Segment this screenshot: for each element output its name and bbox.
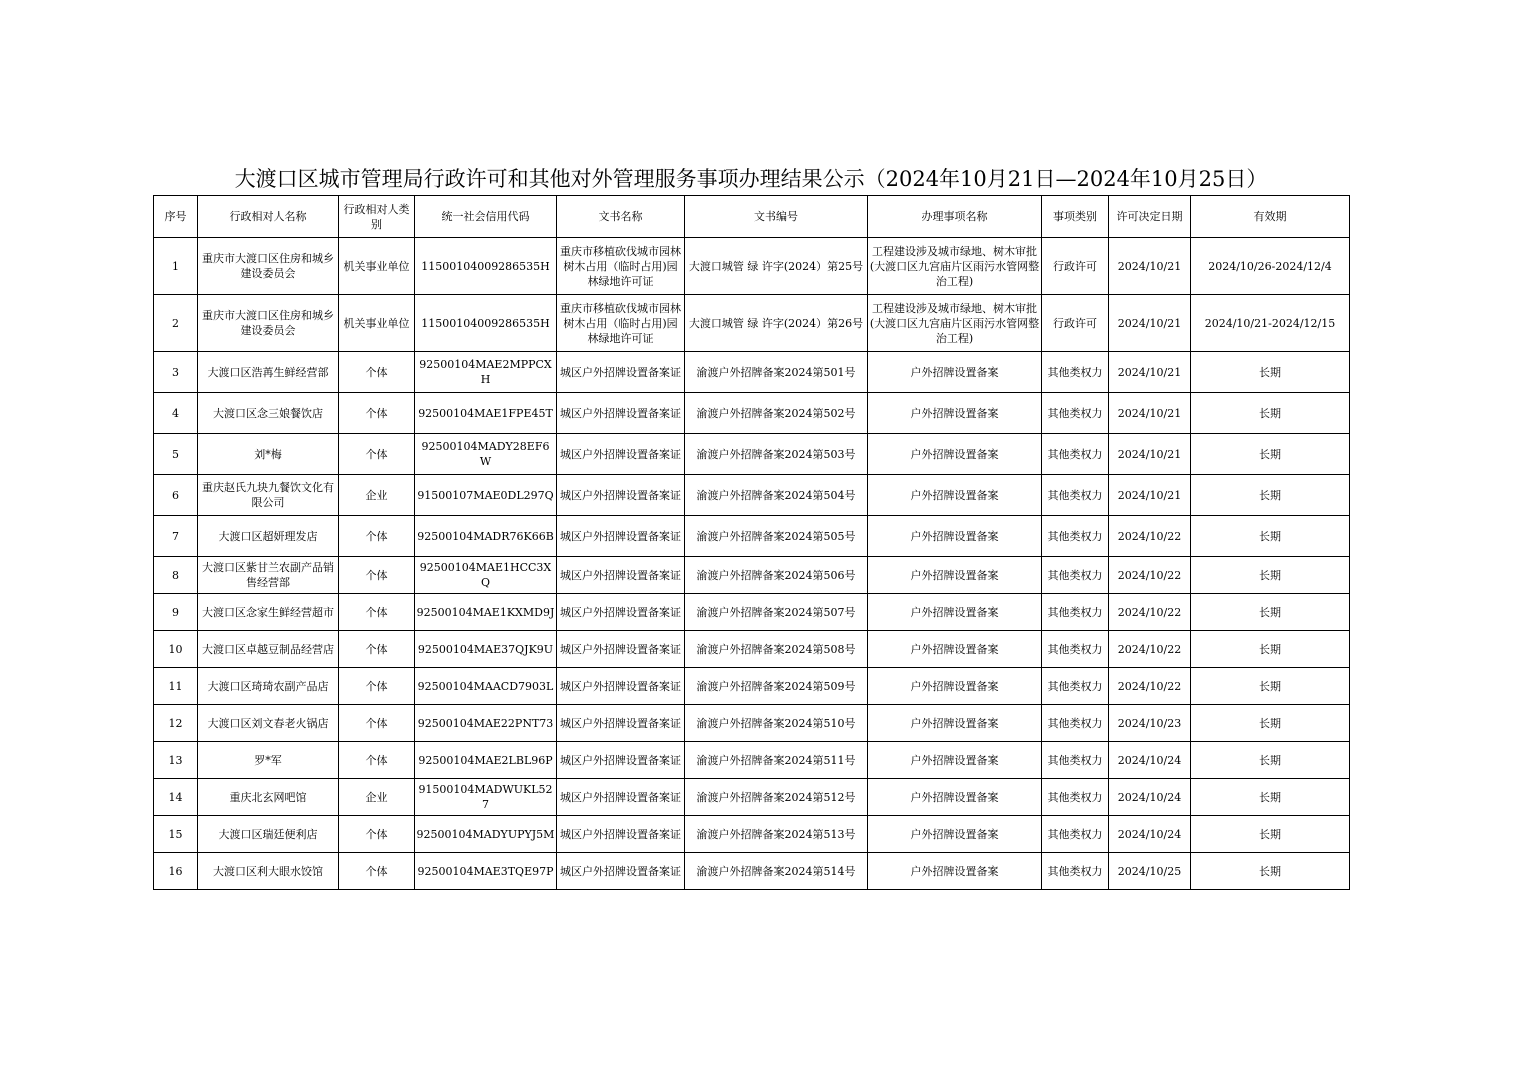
cell-doc-number: 大渡口城管 绿 许字(2024）第25号 [685,238,868,295]
cell-name: 重庆市大渡口区住房和城乡建设委员会 [198,238,339,295]
cell-type: 个体 [339,816,415,853]
cell-seq: 12 [154,705,198,742]
cell-validity: 长期 [1191,434,1350,475]
page-title: 大渡口区城市管理局行政许可和其他对外管理服务事项办理结果公示（2024年10月21日—2024年10月25日） [234,167,1268,191]
cell-doc-number: 渝渡户外招牌备案2024第501号 [685,352,868,393]
header-seq: 序号 [154,196,198,238]
cell-matter: 户外招牌设置备案 [868,557,1042,594]
cell-doc-name: 重庆市移植砍伐城市园林树木占用（临时占用)园林绿地许可证 [557,295,685,352]
cell-name: 大渡口区念家生鲜经营超市 [198,594,339,631]
cell-matter: 户外招牌设置备案 [868,779,1042,816]
cell-category: 其他类权力 [1042,631,1109,668]
cell-decision-date: 2024/10/21 [1109,393,1191,434]
cell-seq: 3 [154,352,198,393]
cell-doc-name: 城区户外招牌设置备案证 [557,557,685,594]
header-date: 许可决定日期 [1109,196,1191,238]
cell-name: 大渡口区琦琦农副产品店 [198,668,339,705]
cell-category: 其他类权力 [1042,393,1109,434]
cell-decision-date: 2024/10/22 [1109,631,1191,668]
cell-seq: 7 [154,516,198,557]
cell-doc-number: 渝渡户外招牌备案2024第512号 [685,779,868,816]
cell-decision-date: 2024/10/22 [1109,594,1191,631]
cell-seq: 13 [154,742,198,779]
header-name: 行政相对人名称 [198,196,339,238]
cell-doc-name: 城区户外招牌设置备案证 [557,393,685,434]
cell-validity: 长期 [1191,779,1350,816]
cell-type: 企业 [339,779,415,816]
cell-doc-name: 城区户外招牌设置备案证 [557,352,685,393]
cell-doc-name: 城区户外招牌设置备案证 [557,475,685,516]
cell-seq: 4 [154,393,198,434]
cell-type: 个体 [339,742,415,779]
cell-decision-date: 2024/10/22 [1109,557,1191,594]
results-table [153,195,1350,890]
cell-credit-code: 11500104009286535H [415,238,557,295]
cell-doc-number: 渝渡户外招牌备案2024第506号 [685,557,868,594]
table-row [154,352,1350,393]
cell-doc-name: 城区户外招牌设置备案证 [557,853,685,890]
cell-credit-code: 92500104MAE37QJK9U [415,631,557,668]
cell-category: 行政许可 [1042,295,1109,352]
cell-doc-number: 渝渡户外招牌备案2024第505号 [685,516,868,557]
header-type: 行政相对人类别 [339,196,415,238]
table-row [154,516,1350,557]
cell-seq: 5 [154,434,198,475]
cell-validity: 2024/10/21-2024/12/15 [1191,295,1350,352]
cell-doc-number: 渝渡户外招牌备案2024第511号 [685,742,868,779]
cell-type: 个体 [339,434,415,475]
cell-decision-date: 2024/10/22 [1109,668,1191,705]
cell-category: 其他类权力 [1042,352,1109,393]
table-row [154,594,1350,631]
cell-matter: 户外招牌设置备案 [868,393,1042,434]
cell-credit-code: 92500104MAE22PNT73 [415,705,557,742]
cell-matter: 户外招牌设置备案 [868,631,1042,668]
cell-category: 行政许可 [1042,238,1109,295]
cell-validity: 长期 [1191,594,1350,631]
cell-category: 其他类权力 [1042,557,1109,594]
cell-name: 大渡口区浩苒生鲜经营部 [198,352,339,393]
cell-decision-date: 2024/10/21 [1109,434,1191,475]
cell-matter: 户外招牌设置备案 [868,668,1042,705]
cell-doc-name: 城区户外招牌设置备案证 [557,516,685,557]
cell-seq: 2 [154,295,198,352]
cell-validity: 长期 [1191,516,1350,557]
cell-decision-date: 2024/10/21 [1109,295,1191,352]
cell-matter: 户外招牌设置备案 [868,705,1042,742]
cell-seq: 1 [154,238,198,295]
cell-name: 大渡口区超妍理发店 [198,516,339,557]
cell-seq: 14 [154,779,198,816]
cell-decision-date: 2024/10/24 [1109,816,1191,853]
cell-type: 机关事业单位 [339,238,415,295]
cell-type: 机关事业单位 [339,295,415,352]
cell-doc-name: 城区户外招牌设置备案证 [557,631,685,668]
cell-credit-code: 92500104MAE2LBL96P [415,742,557,779]
cell-validity: 长期 [1191,853,1350,890]
cell-validity: 长期 [1191,475,1350,516]
cell-validity: 长期 [1191,705,1350,742]
cell-doc-name: 城区户外招牌设置备案证 [557,779,685,816]
cell-validity: 长期 [1191,352,1350,393]
cell-name: 重庆北玄网吧馆 [198,779,339,816]
cell-credit-code: 91500107MAE0DL297Q [415,475,557,516]
cell-doc-name: 城区户外招牌设置备案证 [557,434,685,475]
cell-type: 个体 [339,705,415,742]
cell-seq: 9 [154,594,198,631]
cell-seq: 11 [154,668,198,705]
cell-name: 大渡口区卓越豆制品经营店 [198,631,339,668]
cell-matter: 户外招牌设置备案 [868,516,1042,557]
cell-name: 大渡口区利大眼水饺馆 [198,853,339,890]
table-row [154,295,1350,352]
cell-matter: 户外招牌设置备案 [868,853,1042,890]
cell-credit-code: 92500104MAE1KXMD9J [415,594,557,631]
cell-name: 重庆赵氏九块九餐饮文化有限公司 [198,475,339,516]
cell-doc-number: 渝渡户外招牌备案2024第508号 [685,631,868,668]
cell-decision-date: 2024/10/24 [1109,779,1191,816]
cell-category: 其他类权力 [1042,705,1109,742]
cell-decision-date: 2024/10/22 [1109,516,1191,557]
cell-decision-date: 2024/10/25 [1109,853,1191,890]
cell-matter: 户外招牌设置备案 [868,742,1042,779]
cell-doc-name: 城区户外招牌设置备案证 [557,816,685,853]
cell-seq: 10 [154,631,198,668]
table-row [154,742,1350,779]
cell-category: 其他类权力 [1042,742,1109,779]
cell-doc-number: 渝渡户外招牌备案2024第510号 [685,705,868,742]
cell-type: 个体 [339,594,415,631]
table-row [154,779,1350,816]
cell-doc-number: 渝渡户外招牌备案2024第507号 [685,594,868,631]
table-row [154,238,1350,295]
cell-validity: 长期 [1191,668,1350,705]
table-row [154,393,1350,434]
cell-seq: 6 [154,475,198,516]
cell-credit-code: 92500104MAE1FPE45T [415,393,557,434]
cell-name: 刘*梅 [198,434,339,475]
cell-name: 大渡口区紫甘兰农副产品销售经营部 [198,557,339,594]
cell-validity: 长期 [1191,631,1350,668]
cell-type: 个体 [339,393,415,434]
cell-type: 个体 [339,631,415,668]
cell-matter: 工程建设涉及城市绿地、树木审批(大渡口区九宫庙片区雨污水管网整治工程) [868,238,1042,295]
cell-doc-name: 城区户外招牌设置备案证 [557,742,685,779]
cell-type: 个体 [339,853,415,890]
cell-type: 个体 [339,516,415,557]
cell-category: 其他类权力 [1042,475,1109,516]
cell-validity: 长期 [1191,816,1350,853]
cell-doc-number: 大渡口城管 绿 许字(2024）第26号 [685,295,868,352]
cell-credit-code: 92500104MAE3TQE97P [415,853,557,890]
cell-category: 其他类权力 [1042,668,1109,705]
cell-credit-code: 11500104009286535H [415,295,557,352]
cell-credit-code: 91500104MADWUKL527 [415,779,557,816]
cell-validity: 长期 [1191,742,1350,779]
cell-decision-date: 2024/10/21 [1109,475,1191,516]
cell-credit-code: 92500104MAE2MPPCXH [415,352,557,393]
cell-doc-name: 城区户外招牌设置备案证 [557,705,685,742]
table-row [154,705,1350,742]
cell-doc-number: 渝渡户外招牌备案2024第504号 [685,475,868,516]
table-row [154,434,1350,475]
cell-type: 个体 [339,352,415,393]
cell-doc-number: 渝渡户外招牌备案2024第503号 [685,434,868,475]
cell-doc-number: 渝渡户外招牌备案2024第509号 [685,668,868,705]
cell-category: 其他类权力 [1042,816,1109,853]
cell-credit-code: 92500104MAACD7903L [415,668,557,705]
cell-doc-name: 城区户外招牌设置备案证 [557,668,685,705]
cell-category: 其他类权力 [1042,434,1109,475]
cell-category: 其他类权力 [1042,853,1109,890]
header-category: 事项类别 [1042,196,1109,238]
cell-name: 重庆市大渡口区住房和城乡建设委员会 [198,295,339,352]
table-row [154,853,1350,890]
cell-credit-code: 92500104MADR76K66B [415,516,557,557]
cell-category: 其他类权力 [1042,779,1109,816]
cell-category: 其他类权力 [1042,594,1109,631]
cell-seq: 8 [154,557,198,594]
cell-type: 个体 [339,557,415,594]
cell-decision-date: 2024/10/21 [1109,238,1191,295]
cell-decision-date: 2024/10/21 [1109,352,1191,393]
cell-doc-number: 渝渡户外招牌备案2024第502号 [685,393,868,434]
cell-validity: 2024/10/26-2024/12/4 [1191,238,1350,295]
cell-doc-number: 渝渡户外招牌备案2024第514号 [685,853,868,890]
cell-doc-name: 城区户外招牌设置备案证 [557,594,685,631]
cell-type: 企业 [339,475,415,516]
table-row [154,631,1350,668]
cell-name: 大渡口区瑞廷便利店 [198,816,339,853]
cell-doc-name: 重庆市移植砍伐城市园林树木占用（临时占用)园林绿地许可证 [557,238,685,295]
cell-name: 罗*军 [198,742,339,779]
header-code: 统一社会信用代码 [415,196,557,238]
cell-matter: 户外招牌设置备案 [868,594,1042,631]
header-validity: 有效期 [1191,196,1350,238]
cell-seq: 16 [154,853,198,890]
cell-matter: 户外招牌设置备案 [868,352,1042,393]
cell-type: 个体 [339,668,415,705]
cell-matter: 户外招牌设置备案 [868,434,1042,475]
table-row [154,475,1350,516]
cell-validity: 长期 [1191,557,1350,594]
cell-decision-date: 2024/10/23 [1109,705,1191,742]
table-row [154,557,1350,594]
cell-matter: 户外招牌设置备案 [868,816,1042,853]
cell-matter: 工程建设涉及城市绿地、树木审批(大渡口区九宫庙片区雨污水管网整治工程) [868,295,1042,352]
cell-credit-code: 92500104MADYUPYJ5M [415,816,557,853]
cell-matter: 户外招牌设置备案 [868,475,1042,516]
cell-credit-code: 92500104MADY28EF6W [415,434,557,475]
cell-category: 其他类权力 [1042,516,1109,557]
header-matter: 办理事项名称 [868,196,1042,238]
cell-validity: 长期 [1191,393,1350,434]
cell-credit-code: 92500104MAE1HCC3XQ [415,557,557,594]
cell-name: 大渡口区刘文春老火锅店 [198,705,339,742]
header-doc-no: 文书编号 [685,196,868,238]
table-row [154,816,1350,853]
header-doc-name: 文书名称 [557,196,685,238]
table-header-row [154,196,1350,238]
table-row [154,668,1350,705]
cell-seq: 15 [154,816,198,853]
cell-name: 大渡口区念三娘餐饮店 [198,393,339,434]
cell-decision-date: 2024/10/24 [1109,742,1191,779]
cell-doc-number: 渝渡户外招牌备案2024第513号 [685,816,868,853]
